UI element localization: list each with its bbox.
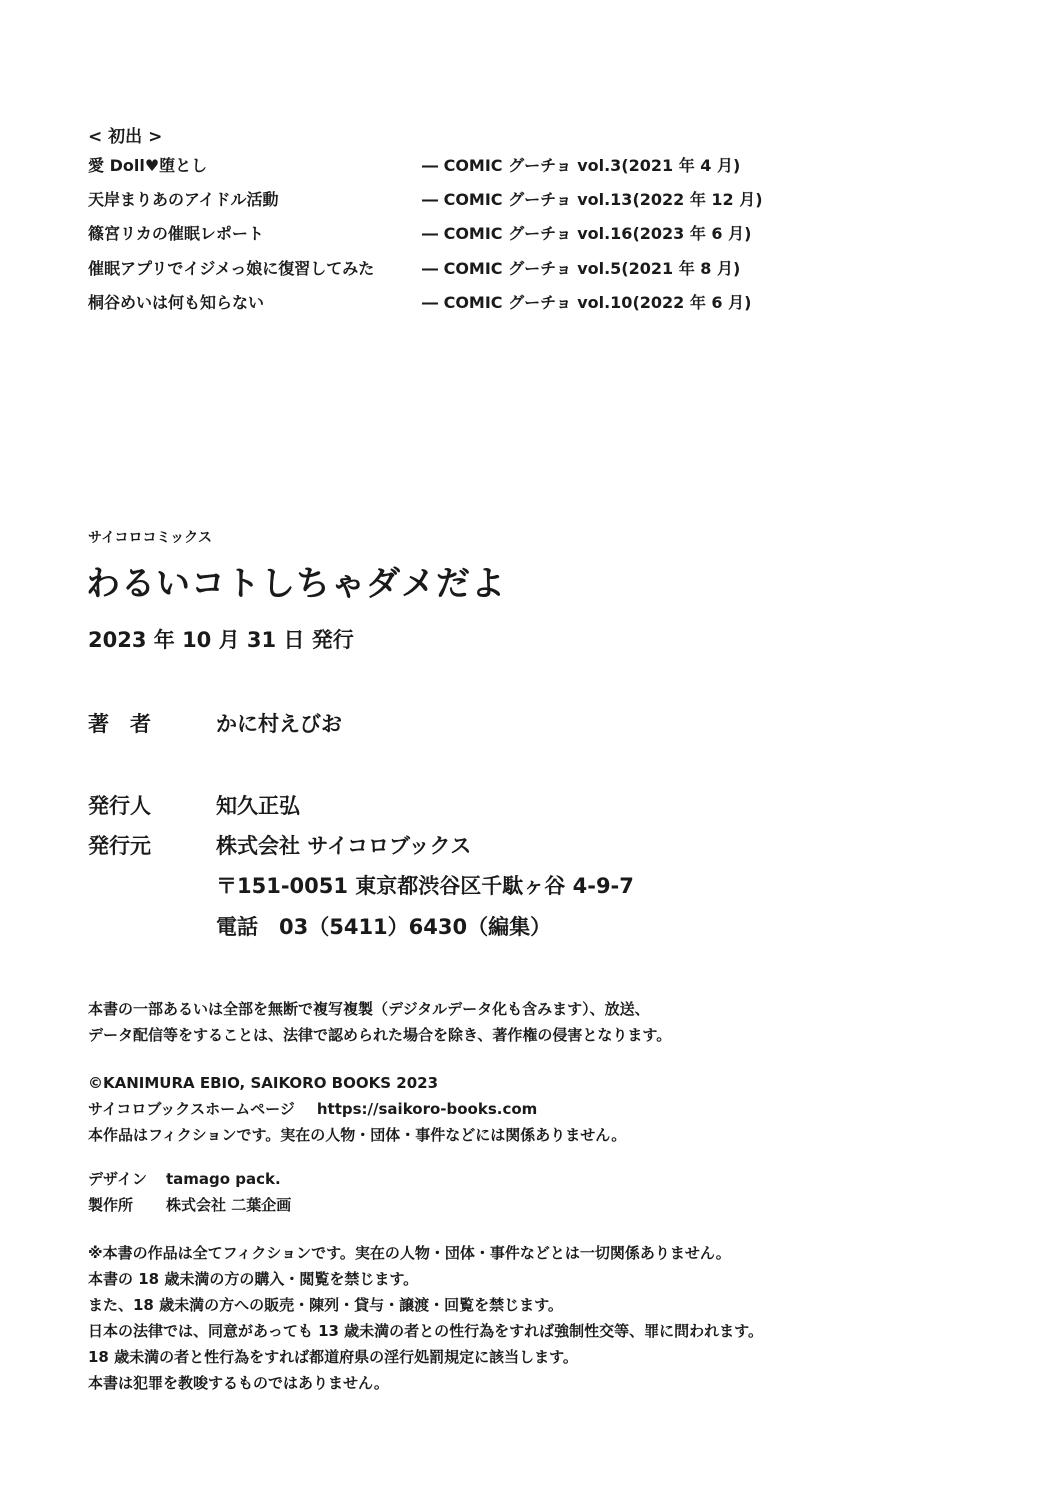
author-label: 著 者 — [88, 712, 151, 736]
publisher-phone: 電話 03（5411）6430（編集） — [216, 915, 552, 939]
copyright-notice-line: データ配信等をすることは、法律で認められた場合を除き、著作権の侵害となります。 — [88, 1026, 672, 1044]
warning-line: また、18 歳未満の方への販売・陳列・貸与・譲渡・回覧を禁じます。 — [88, 1296, 563, 1314]
rights-block — [88, 1070, 626, 1148]
design-value: tamago pack. — [166, 1170, 281, 1188]
first-appearance-row — [88, 221, 888, 243]
homepage-link[interactable]: https://saikoro-books.com — [316, 1100, 538, 1118]
publisher-name: 株式会社 サイコロブックス — [216, 834, 472, 858]
production-label: 製作所 — [88, 1196, 134, 1214]
first-appearance-row — [88, 153, 888, 175]
design-label: デザイン — [88, 1170, 147, 1188]
copyright-line: ©KANIMURA EBIO, SAIKORO BOOKS 2023 — [88, 1074, 439, 1092]
publisher-address: 〒151-0051 東京都渋谷区千駄ヶ谷 4-9-7 — [216, 874, 634, 898]
story-source: ― COMIC グーチョ vol.13(2022 年 12 月) — [422, 190, 763, 209]
story-title: 天岸まりあのアイドル活動 — [88, 190, 279, 209]
homepage-label: サイコロブックスホームページ — [88, 1100, 295, 1118]
story-source: ― COMIC グーチョ vol.16(2023 年 6 月) — [422, 224, 752, 243]
first-appearance-heading: < 初出 > — [88, 127, 163, 147]
publisher-person-label: 発行人 — [88, 794, 151, 818]
author-name: かに村えびお — [216, 712, 342, 736]
warning-line: 本書は犯罪を教唆するものではありません。 — [88, 1374, 389, 1392]
production-credit — [88, 1192, 291, 1218]
first-appearance-row — [88, 290, 888, 312]
fiction-line: 本作品はフィクションです。実在の人物・団体・事件などには関係ありません。 — [88, 1126, 627, 1144]
publish-date: 2023 年 10 月 31 日 発行 — [88, 628, 354, 652]
story-title: 愛 Doll♥堕とし — [88, 156, 208, 175]
warning-line: 日本の法律では、同意があっても 13 歳未満の者との性行為をすれば強制性交等、罪に問われます。 — [88, 1322, 763, 1340]
warning-line: 本書の 18 歳未満の方の購入・閲覧を禁じます。 — [88, 1270, 419, 1288]
copyright-notice — [88, 996, 671, 1048]
story-title: 催眠アプリでイジメっ娘に復習してみた — [88, 259, 375, 278]
story-source: ― COMIC グーチョ vol.3(2021 年 4 月) — [422, 156, 741, 175]
story-title: 桐谷めいは何も知らない — [88, 293, 265, 312]
copyright-notice-line: 本書の一部あるいは全部を無断で複写複製（デジタルデータ化も含みます）、放送、 — [88, 1000, 650, 1018]
warnings-block — [88, 1240, 763, 1396]
story-source: ― COMIC グーチョ vol.5(2021 年 8 月) — [422, 259, 741, 278]
design-credit — [88, 1166, 291, 1192]
publisher-person-name: 知久正弘 — [216, 794, 300, 818]
warning-line: ※本書の作品は全てフィクションです。実在の人物・団体・事件などとは一切関係ありません。 — [88, 1244, 731, 1262]
story-title: 篠宮リカの催眠レポート — [88, 224, 264, 243]
first-appearance-row — [88, 187, 888, 209]
homepage-line — [88, 1096, 626, 1122]
production-value: 株式会社 二葉企画 — [166, 1196, 292, 1214]
publisher-label: 発行元 — [88, 834, 151, 858]
warning-line: 18 歳未満の者と性行為をすれば都道府県の淫行処罰規定に該当します。 — [88, 1348, 578, 1366]
credits-block — [88, 1166, 291, 1218]
imprint-label: サイコロコミックス — [88, 530, 213, 546]
book-title: わるいコトしちゃダメだよ — [86, 564, 506, 604]
story-source: ― COMIC グーチョ vol.10(2022 年 6 月) — [422, 293, 752, 312]
first-appearance-row — [88, 256, 888, 278]
